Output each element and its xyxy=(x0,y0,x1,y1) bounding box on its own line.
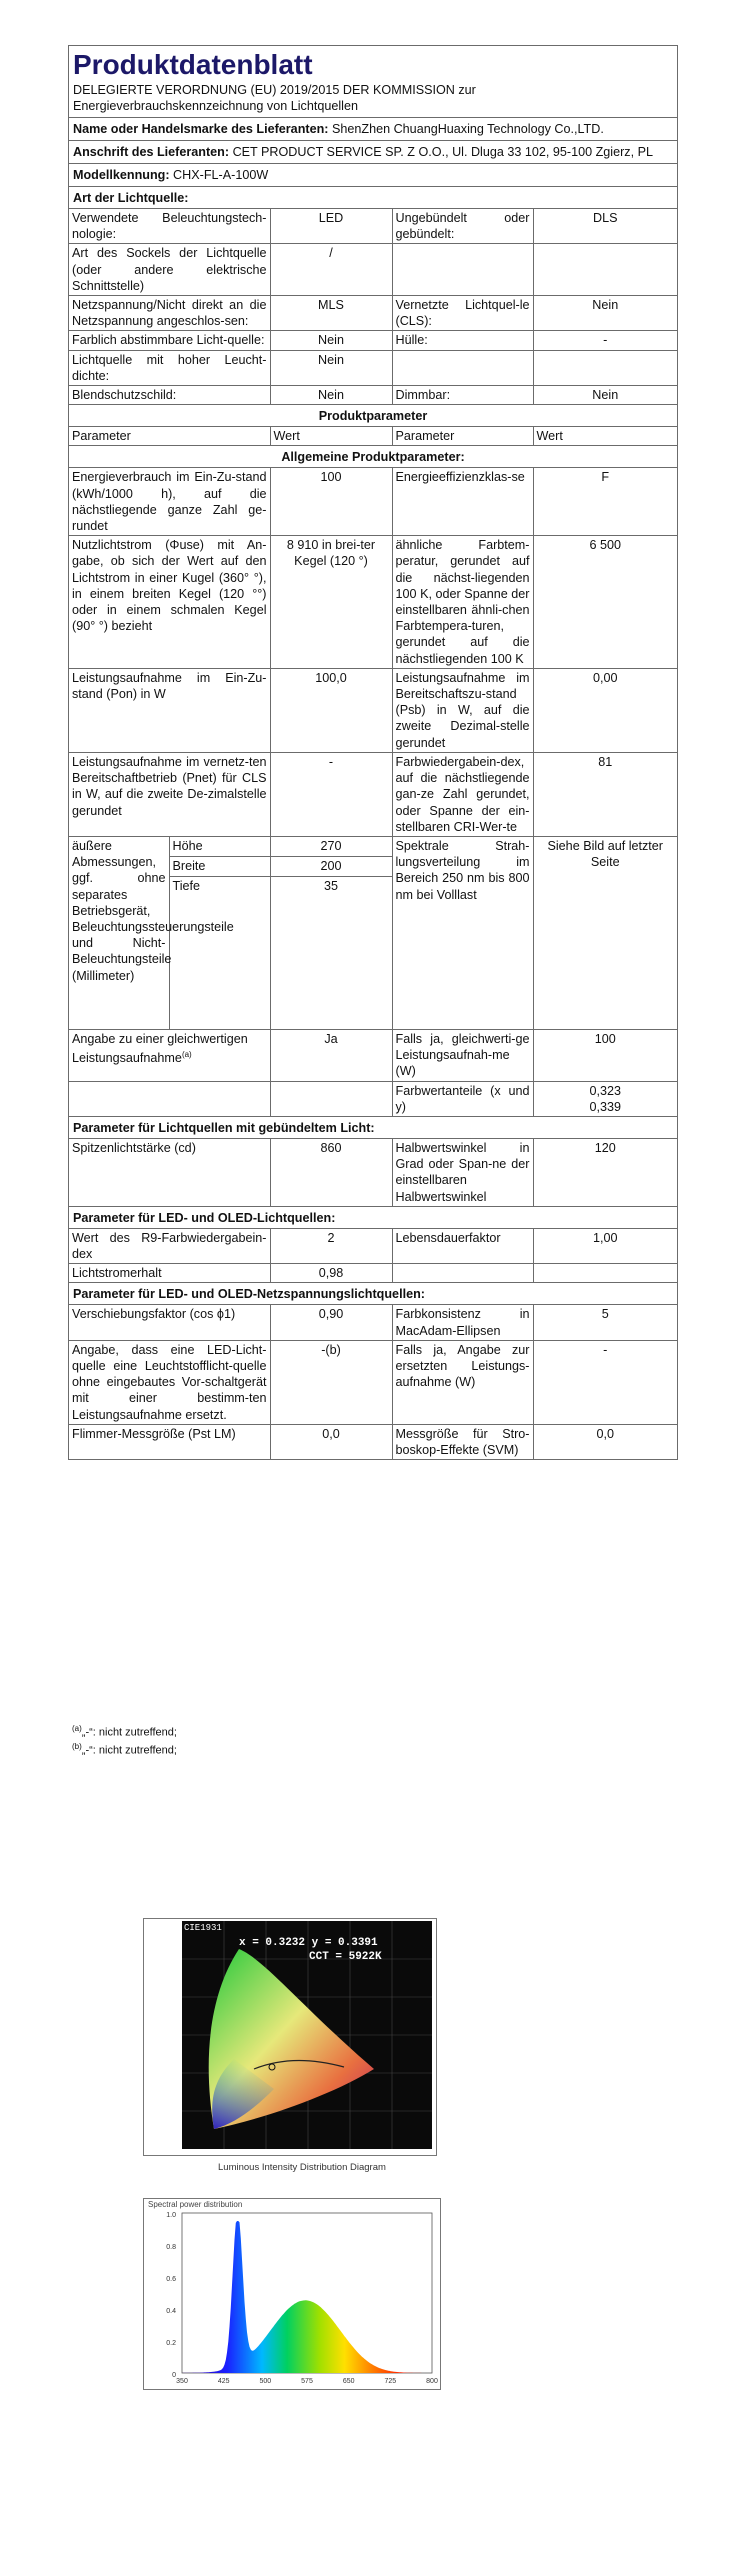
param-value: Nein xyxy=(533,386,677,405)
param-label: Falls ja, Angabe zur ersetzten Leistungs-aufnahme (W) xyxy=(392,1340,533,1424)
led-row xyxy=(69,1264,677,1283)
model-row xyxy=(69,163,677,186)
led-table xyxy=(69,1228,677,1284)
mains-row xyxy=(69,1340,677,1424)
directional-header: Parameter für Lichtquellen mit gebündeltem Licht: xyxy=(69,1116,677,1139)
param-value: Nein xyxy=(270,331,392,350)
param-label xyxy=(392,1264,533,1283)
param-label: Lichtquelle mit hoher Leucht-dichte: xyxy=(69,350,270,385)
param-value: 120 xyxy=(533,1138,677,1206)
col-header-value: Wert xyxy=(270,427,392,446)
equivalent-label-text: Angabe zu einer gleichwertigen Leistungsaufnahme xyxy=(72,1031,248,1066)
param-value: 0,0 xyxy=(533,1424,677,1459)
params-header: Produktparameter xyxy=(69,404,677,427)
footnote-text: „-“: nicht zutreffend; xyxy=(81,1744,177,1757)
model-label: Modellkennung: xyxy=(73,168,170,182)
spd-x-tick: 800 xyxy=(426,2378,438,2385)
cie-caption: Luminous Intensity Distribution Diagram xyxy=(218,2162,386,2173)
general-header: Allgemeine Produktparameter: xyxy=(69,445,677,468)
param-label: Farbwiedergabein-dex, auf die nächstliegende gan-ze Zahl gerundet, oder Spanne der ein-stellbaren CRI-Wer-te xyxy=(392,752,533,836)
type-row xyxy=(69,386,677,405)
chromaticity-y: 0,339 xyxy=(589,1099,621,1114)
param-label: Dimmbar: xyxy=(392,386,533,405)
spectral-label: Spektrale Strah-lungsverteilung im Bereich 250 nm bis 800 nm bei Volllast xyxy=(392,836,533,1029)
dim-name: Tiefe xyxy=(169,876,270,1029)
param-value: 100,0 xyxy=(270,668,392,752)
type-row xyxy=(69,350,677,385)
param-value: 860 xyxy=(270,1138,392,1206)
address-label: Anschrift des Lieferanten: xyxy=(73,145,230,159)
led-header: Parameter für LED- und OLED-Lichtquellen: xyxy=(69,1206,677,1229)
cie-readout: x = 0.3232 y = 0.3391 xyxy=(239,1937,378,1949)
type-row xyxy=(69,331,677,350)
cie-diagram-graphic xyxy=(144,1919,436,2155)
dim-value: 270 xyxy=(270,836,392,856)
spd-x-tick: 350 xyxy=(176,2378,188,2385)
param-value: Nein xyxy=(270,350,392,385)
dim-name: Breite xyxy=(169,856,270,876)
param-value: DLS xyxy=(533,209,677,244)
param-label: Messgröße für Stro-boskop-Effekte (SVM) xyxy=(392,1424,533,1459)
spd-y-tick: 0.6 xyxy=(166,2276,176,2283)
col-header-value: Wert xyxy=(533,427,677,446)
param-label: Leistungsaufnahme im Ein-Zu-stand (Pon) in W xyxy=(69,668,270,752)
param-label: Farbkonsistenz in MacAdam-Ellipsen xyxy=(392,1305,533,1340)
address-value: CET PRODUCT SERVICE SP. Z O.O., Ul. Dluga 33 102, 95-100 Zgierz, PL xyxy=(232,145,653,159)
empty-cell xyxy=(270,1081,392,1116)
mains-row xyxy=(69,1424,677,1459)
chromaticity-x: 0,323 xyxy=(589,1083,621,1098)
led-row xyxy=(69,1228,677,1263)
chromaticity-value xyxy=(533,1081,677,1116)
param-value: 2 xyxy=(270,1228,392,1263)
general-row xyxy=(69,536,677,669)
param-value: 100 xyxy=(270,468,392,536)
param-label xyxy=(392,350,533,385)
address-row xyxy=(69,140,677,163)
type-table xyxy=(69,208,677,405)
param-value: 5 xyxy=(533,1305,677,1340)
general-row xyxy=(69,668,677,752)
param-value: LED xyxy=(270,209,392,244)
spd-x-tick: 650 xyxy=(342,2378,355,2385)
spd-y-tick: 0 xyxy=(172,2372,176,2379)
spd-y-tick: 0.8 xyxy=(166,2244,176,2251)
spectral-value: Siehe Bild auf letzter Seite xyxy=(533,836,677,1029)
equivalent-value: Ja xyxy=(270,1029,392,1081)
ifyes-label: Falls ja, gleichwerti-ge Leistungsaufnah-me (W) xyxy=(392,1029,533,1081)
param-value: -(b) xyxy=(270,1340,392,1424)
param-value: 0,00 xyxy=(533,668,677,752)
param-value: MLS xyxy=(270,296,392,331)
param-value: Nein xyxy=(533,296,677,331)
cie-diagram-image xyxy=(143,1918,437,2156)
dim-value: 200 xyxy=(270,856,392,876)
dim-name: Höhe xyxy=(169,836,270,856)
param-label: Energieeffizienzklas-se xyxy=(392,468,533,536)
param-value: - xyxy=(533,1340,677,1424)
param-value: 0,98 xyxy=(270,1264,392,1283)
param-label: Verwendete Beleuchtungstech-nologie: xyxy=(69,209,270,244)
param-value: F xyxy=(533,468,677,536)
param-label: ähnliche Farbtem-peratur, gerundet auf die nächst-liegenden 100 K, oder Spanne der einstellbaren ähnli-chen Farbtempera-turen, gerundet auf die nächstliegenden 100 K xyxy=(392,536,533,669)
dimensions-label: äußere Abmessungen, ggf. ohne separates Betriebsgerät, Beleuchtungssteuerungsteile und Nicht-Beleuchtungsteile (Millimeter) xyxy=(69,836,169,1029)
dim-value: 35 xyxy=(270,876,392,1029)
dimensions-table xyxy=(69,836,677,1030)
param-label xyxy=(392,244,533,296)
param-label: Halbwertswinkel in Grad oder Span-ne der einstellbaren Halbwertswinkel xyxy=(392,1138,533,1206)
type-header: Art der Lichtquelle: xyxy=(69,186,677,209)
directional-row xyxy=(69,1138,677,1206)
ifyes-value: 100 xyxy=(533,1029,677,1081)
param-label: Verschiebungsfaktor (cos ϕ1) xyxy=(69,1305,270,1340)
type-row xyxy=(69,244,677,296)
mains-header: Parameter für LED- und OLED-Netzspannungslichtquellen: xyxy=(69,1282,677,1305)
cie-cct: CCT = 5922K xyxy=(309,1951,382,1963)
param-label: Vernetzte Lichtquel-le (CLS): xyxy=(392,296,533,331)
footnote-a xyxy=(72,1722,177,1740)
spd-image xyxy=(143,2198,441,2390)
param-label: Farblich abstimmbare Licht-quelle: xyxy=(69,331,270,350)
subtitle-line-2: Energieverbrauchskennzeichnung von Lichtquellen xyxy=(73,99,358,113)
spd-y-tick: 1.0 xyxy=(166,2212,176,2219)
spd-caption: Spectral power distribution xyxy=(148,2200,243,2209)
mains-row xyxy=(69,1305,677,1340)
chromaticity-label: Farbwertanteile (x und y) xyxy=(392,1081,533,1116)
supplier-label: Name oder Handelsmarke des Lieferanten: xyxy=(73,122,329,136)
mains-table xyxy=(69,1304,677,1460)
param-label: Blendschutzschild: xyxy=(69,386,270,405)
spd-x-tick: 500 xyxy=(259,2378,272,2385)
param-label: Energieverbrauch im Ein-Zu-stand (kWh/1000 h), auf die nächstliegende ganze Zahl ge-rundet xyxy=(69,468,270,536)
spd-y-tick: 0.4 xyxy=(166,2308,176,2315)
equivalent-table xyxy=(69,1029,677,1117)
type-row xyxy=(69,296,677,331)
param-label: Lebensdauerfaktor xyxy=(392,1228,533,1263)
directional-table xyxy=(69,1138,677,1207)
param-value: 8 910 in brei-ter Kegel (120 °) xyxy=(270,536,392,669)
footnote-b xyxy=(72,1740,177,1758)
footnote-mark: (b) xyxy=(72,1742,82,1751)
param-value: - xyxy=(270,752,392,836)
supplier-row xyxy=(69,117,677,140)
general-row xyxy=(69,752,677,836)
param-value: 0,90 xyxy=(270,1305,392,1340)
cie-header-text: CIE1931 xyxy=(184,1923,222,1933)
footnote-text: „-“: nicht zutreffend; xyxy=(81,1726,177,1739)
param-value: 81 xyxy=(533,752,677,836)
param-label: Ungebündelt oder gebündelt: xyxy=(392,209,533,244)
param-label: Hülle: xyxy=(392,331,533,350)
param-label: Art des Sockels der Lichtquelle (oder andere elektrische Schnittstelle) xyxy=(69,244,270,296)
param-label: Leistungsaufnahme im Bereitschaftszu-stand (Psb) in W, auf die zweite Dezimal-stelle gerundet xyxy=(392,668,533,752)
type-row xyxy=(69,209,677,244)
spd-x-tick: 425 xyxy=(217,2378,230,2385)
model-value: CHX-FL-A-100W xyxy=(173,168,269,182)
param-label: Leistungsaufnahme im vernetz-ten Bereitschaftbetrieb (Pnet) für CLS in W, auf die zweite De-zimalstelle gerundet xyxy=(69,752,270,836)
param-label: Wert des R9-Farbwiedergabein-dex xyxy=(69,1228,270,1263)
general-row xyxy=(69,468,677,536)
param-value xyxy=(533,1264,677,1283)
regulation-subtitle xyxy=(69,82,677,117)
spd-graphic xyxy=(144,2199,440,2389)
spd-x-tick: 575 xyxy=(301,2378,313,2385)
param-label: Netzspannung/Nicht direkt an die Netzspannung angeschlos-sen: xyxy=(69,296,270,331)
param-value: - xyxy=(533,331,677,350)
footnote-mark: (a) xyxy=(72,1724,82,1733)
param-value: 6 500 xyxy=(533,536,677,669)
param-label: Flimmer-Messgröße (Pst LM) xyxy=(69,1424,270,1459)
col-header-parameter: Parameter xyxy=(392,427,533,446)
param-label: Spitzenlichtstärke (cd) xyxy=(69,1138,270,1206)
empty-cell xyxy=(69,1081,270,1116)
spd-x-tick: 725 xyxy=(384,2378,397,2385)
general-table xyxy=(69,467,677,836)
param-label: Lichtstromerhalt xyxy=(69,1264,270,1283)
footnote-ref-a: (a) xyxy=(181,1050,192,1060)
column-header-table xyxy=(69,426,677,446)
col-header-parameter: Parameter xyxy=(69,427,270,446)
param-value xyxy=(533,244,677,296)
page-title: Produktdatenblatt xyxy=(73,49,313,80)
supplier-value: ShenZhen ChuangHuaxing Technology Co.,LTD. xyxy=(331,122,604,136)
datasheet xyxy=(68,45,678,1460)
param-value xyxy=(533,350,677,385)
param-label: Angabe, dass eine LED-Licht-quelle eine Leuchtstofflicht-quelle ohne eingebautes Vor-schaltgerät mit einer bestimm-ten Leistungsaufnahme ersetzt. xyxy=(69,1340,270,1424)
spd-y-tick: 0.2 xyxy=(166,2340,176,2347)
param-value: 1,00 xyxy=(533,1228,677,1263)
equivalent-label xyxy=(69,1029,270,1081)
param-value: 0,0 xyxy=(270,1424,392,1459)
subtitle-line-1: DELEGIERTE VERORDNUNG (EU) 2019/2015 DER KOMMISSION zur xyxy=(73,83,476,97)
param-label: Nutzlichtstrom (Φuse) mit An-gabe, ob sich der Wert auf den Lichtstrom in einer Kugel (360° °), in einem breiten Kegel (120 °°) oder in einem schmalen Kegel (90° °) bezieht xyxy=(69,536,270,669)
param-value: / xyxy=(270,244,392,296)
param-value: Nein xyxy=(270,386,392,405)
